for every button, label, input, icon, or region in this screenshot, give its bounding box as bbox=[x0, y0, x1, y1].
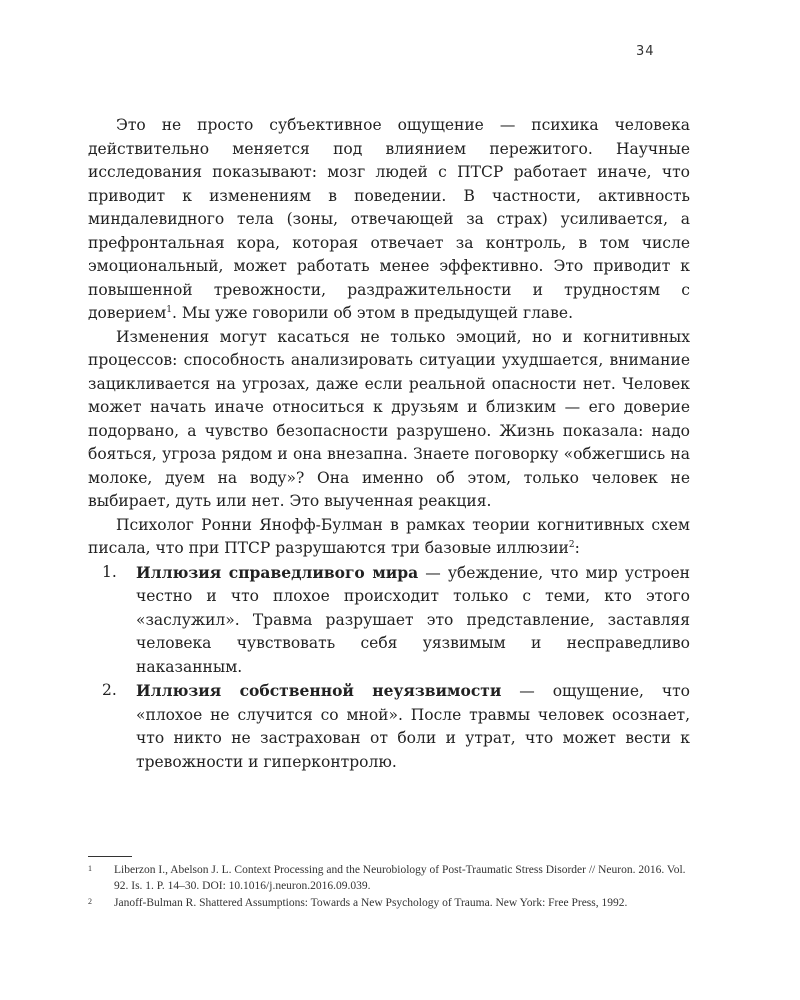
footnote-text: Janoff-Bulman R. Shattered Assumptions: Towards a New Psychology of Trauma. New York: Free Press, 1992. bbox=[114, 897, 628, 909]
list-item-number: 2. bbox=[102, 681, 117, 699]
footnote-number: 2 bbox=[88, 897, 92, 906]
footnote-ref-2[interactable]: 2 bbox=[568, 539, 575, 550]
paragraph-3-text-a: Психолог Ронни Янофф-Булман в рамках теории когнитивных схем писала, что при ПТСР разрушаются три базовые иллюзии bbox=[88, 515, 690, 557]
paragraph-1 bbox=[88, 114, 690, 326]
page-number: 34 bbox=[636, 44, 655, 59]
list-item-term: Иллюзия собственной неуязвимости bbox=[136, 681, 502, 700]
paragraph-3 bbox=[88, 514, 690, 561]
footnote-ref-1[interactable]: 1 bbox=[166, 304, 172, 315]
list-item bbox=[102, 561, 691, 680]
paragraph-3-text-b: : bbox=[574, 539, 580, 557]
paragraph-1-text-b: . Мы уже говорили об этом в предыдущей главе. bbox=[172, 304, 573, 322]
footnote-number: 1 bbox=[88, 864, 92, 873]
footnotes bbox=[88, 862, 690, 912]
footnote-separator bbox=[88, 856, 132, 857]
footnote-text: Liberzon I., Abelson J. L. Context Processing and the Neurobiology of Post-Traumatic Stress Disorder // Neuron. 2016. Vol. 92. Is. 1. P. 14–30. DOI: 10.1016/j.neuron.2016.09.039. bbox=[114, 864, 686, 892]
illusions-list bbox=[88, 561, 690, 775]
footnote-1 bbox=[88, 862, 690, 894]
paragraph-1-text-a: Это не просто субъективное ощущение — психика человека действительно меняется под влиянием пережитого. Научные исследования показывают: мозг людей с ПТСР работает иначе, что приводит к изменениям в поведении. В частности, активность миндалевидного тела (зоны, отвечающей за страх) усиливается, а префронтальная кора, которая отвечает за контроль, в том числе эмоциональный, может работать менее эффективно. Это приводит к повышенной тревожности, раздражительности и трудностям с доверием bbox=[88, 116, 690, 322]
paragraph-2-text: Изменения могут касаться не только эмоций, но и когнитивных процессов: способность анализировать ситуации ухудшается, внимание зацикливается на угрозах, даже если реальной опасности нет. Человек может начать иначе относиться к друзьям и близким — его доверие подорвано, а чувство безопасности разрушено. Жизнь показала: надо бояться, угроза рядом и она внезапна. Знаете поговорку «обжегшись на молоке, дуем на воду»? Она именно об этом, только человек не выбирает, дуть или нет. Это выученная реакция. bbox=[88, 327, 690, 510]
list-item-number: 1. bbox=[102, 562, 117, 581]
body-text bbox=[88, 114, 690, 774]
list-item-term: Иллюзия справедливого мира bbox=[136, 562, 419, 582]
list-item-text: — ощущение, что «плохое не случится со мной». После травмы человек осознает, что никто не застрахован от боли и утрат, что может вести к тревожности и гиперконтролю. bbox=[136, 682, 690, 771]
footnote-2 bbox=[88, 895, 690, 911]
list-item bbox=[102, 679, 690, 774]
paragraph-2 bbox=[88, 326, 690, 514]
list-item-text: — убеждение, что мир устроен честно и что плохое происходит только с теми, кто этого «заслужил». Травма разрушает это представление, заставляя человека чувствовать себя уязвимым и несправедливо наказанным. bbox=[136, 563, 691, 676]
